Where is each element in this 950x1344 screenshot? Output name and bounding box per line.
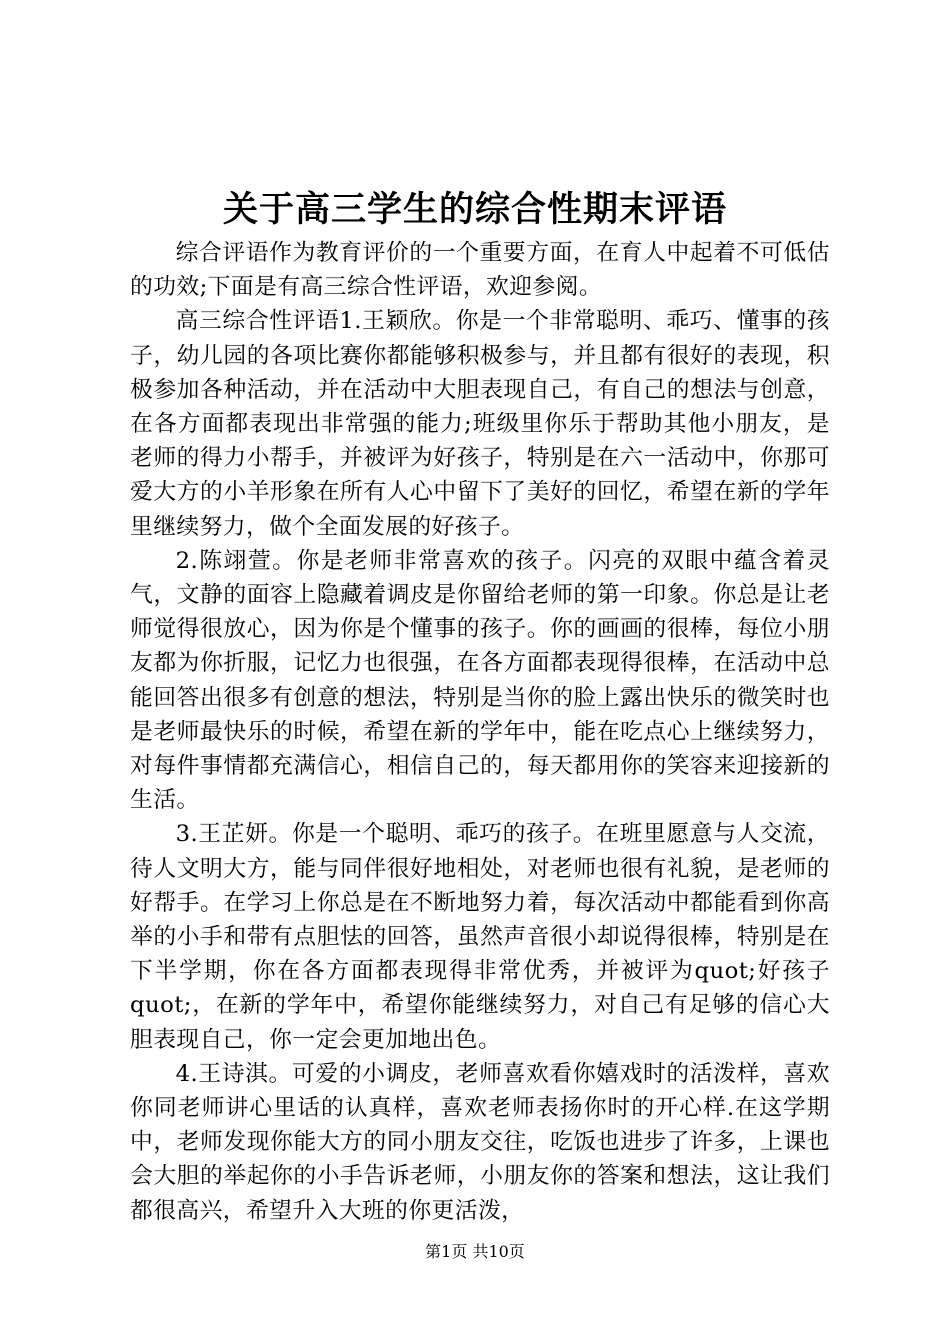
- document-body: [130, 236, 830, 1228]
- intro-paragraph: 综合评语作为教育评价的一个重要方面，在育人中起着不可低估的功效;下面是有高三综合性评语，欢迎参阅。: [130, 240, 830, 301]
- comment-paragraph-1: 高三综合性评语1.王颖欣。你是一个非常聪明、乖巧、懂事的孩子，幼儿园的各项比赛你都能够积极参与，并且都有很好的表现，积极参加各种活动，并在活动中大胆表现自己，有自己的想法与创意，在各方面都表现出非常强的能力;班级里你乐于帮助其他小朋友，是老师的得力小帮手，并被评为好孩子，特别是在六一活动中，你那可爱大方的小羊形象在所有人心中留下了美好的回忆，希望在新的学年里继续努力，做个全面发展的好孩子。: [130, 308, 830, 540]
- page-number-footer: 第1页 共10页: [425, 1242, 525, 1261]
- document-title: 关于高三学生的综合性期末评语: [222, 189, 727, 230]
- comment-paragraph-3: 3.王芷妍。你是一个聪明、乖巧的孩子。在班里愿意与人交流，待人文明大方，能与同伴很好地相处，对老师也很有礼貌，是老师的好帮手。在学习上你总是在不断地努力着，每次活动中都能看到你高举的小手和带有点胆怯的回答，虽然声音很小却说得很棒，特别是在下半学期，你在各方面都表现得非常优秀，并被评为quot;好孩子quot;，在新的学年中，希望你能继续努力，对自己有足够的信心大胆表现自己，你一定会更加地出色。: [130, 821, 830, 1053]
- comment-paragraph-4: 4.王诗淇。可爱的小调皮，老师喜欢看你嬉戏时的活泼样，喜欢你同老师讲心里话的认真样，喜欢老师表扬你时的开心样.在这学期中，老师发现你能大方的同小朋友交往，吃饭也进步了许多，上课也会大胆的举起你的小手告诉老师，小朋友你的答案和想法，这让我们都很高兴，希望升入大班的你更活泼，: [130, 1060, 830, 1224]
- comment-paragraph-2: 2.陈翊萱。你是老师非常喜欢的孩子。闪亮的双眼中蕴含着灵气，文静的面容上隐藏着调皮是你留给老师的第一印象。你总是让老师觉得很放心，因为你是个懂事的孩子。你的画画的很棒，每位小朋友都为你折服，记忆力也很强，在各方面都表现得很棒，在活动中总能回答出很多有创意的想法，特别是当你的脸上露出快乐的微笑时也是老师最快乐的时候，希望在新的学年中，能在吃点心上继续努力，对每件事情都充满信心，相信自己的，每天都用你的笑容来迎接新的生活。: [130, 547, 830, 814]
